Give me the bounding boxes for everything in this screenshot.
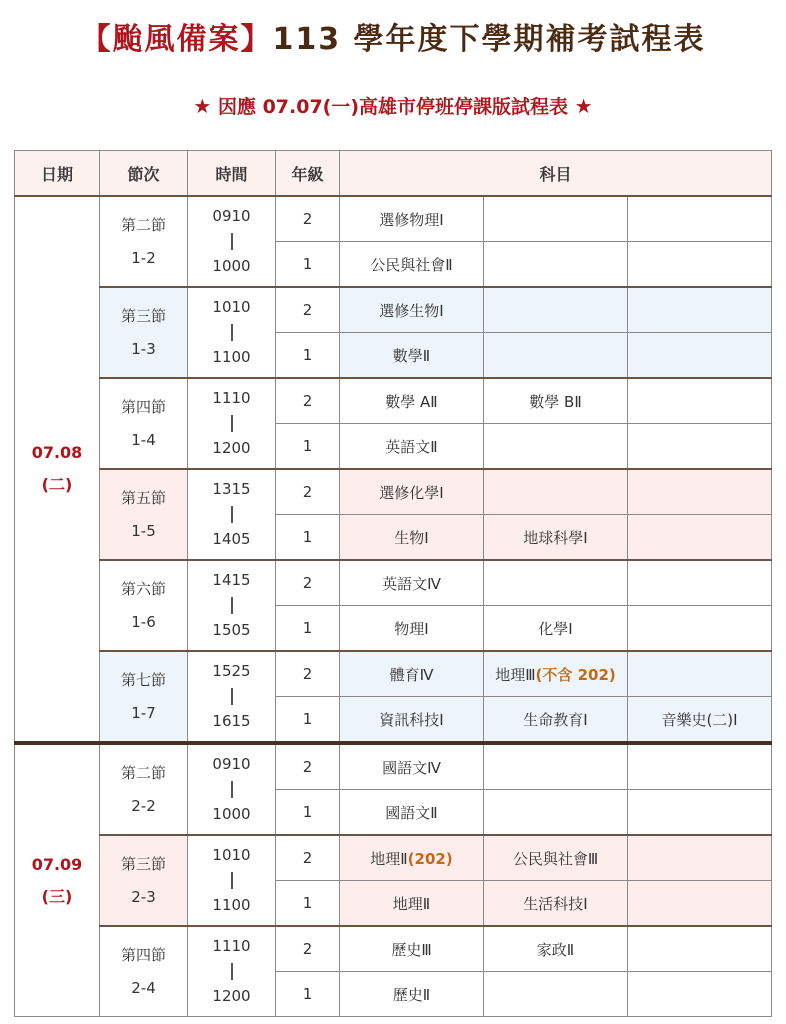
subject-cell: 地球科學Ⅰ: [484, 515, 628, 561]
time-end: 1000: [212, 805, 251, 823]
subject-cell: [484, 196, 628, 242]
time-end: 1100: [212, 896, 251, 914]
grade-cell: 1: [276, 333, 340, 379]
grade-cell: 1: [276, 515, 340, 561]
time-separator: [188, 411, 275, 436]
date-label: 07.09: [31, 854, 83, 874]
subject-cell: [484, 743, 628, 790]
period-code: 1-6: [131, 612, 156, 631]
subject-cell: 資訊科技Ⅰ: [340, 697, 484, 744]
exam-schedule-table: [14, 150, 772, 1017]
subject-note: (不含 202): [535, 665, 616, 684]
subject-cell: [628, 606, 772, 652]
weekday-label: (二): [41, 475, 73, 494]
period-name: 第二節: [120, 763, 166, 782]
time-end: 1200: [212, 439, 251, 457]
star-icon: ★: [193, 94, 212, 118]
period-name: 第三節: [120, 854, 166, 873]
grade-cell: 1: [276, 790, 340, 836]
period-code: 1-5: [131, 521, 156, 540]
subject-cell: 體育Ⅳ: [340, 651, 484, 697]
weekday-label: (三): [41, 886, 73, 906]
subject-cell: [484, 287, 628, 333]
period-name: 第五節: [120, 488, 166, 507]
period-code: 2-2: [131, 796, 156, 815]
header-period: 節次: [100, 151, 188, 197]
time-start: 1110: [212, 389, 251, 407]
subject-cell: 數學 AⅡ: [340, 378, 484, 424]
time-bar: [231, 233, 233, 250]
subtitle: [0, 92, 786, 119]
grade-cell: 1: [276, 881, 340, 927]
subject-cell: [484, 242, 628, 288]
time-start: 1315: [212, 480, 251, 498]
subject-cell: [484, 790, 628, 836]
grade-cell: 2: [276, 196, 340, 242]
period-name: 第四節: [120, 397, 166, 416]
subject-cell: [484, 469, 628, 515]
time-end: 1100: [212, 348, 251, 366]
subject-cell: 數學Ⅱ: [340, 333, 484, 379]
grade-cell: 2: [276, 287, 340, 333]
time-cell: [188, 651, 276, 743]
grade-cell: 2: [276, 378, 340, 424]
time-separator: [188, 593, 275, 618]
period-cell: [100, 926, 188, 1017]
period-cell: [100, 378, 188, 469]
time-start: 0910: [212, 207, 251, 225]
subject-cell: 地理Ⅱ: [340, 881, 484, 927]
period-name: 第四節: [120, 945, 166, 964]
subject-cell: [628, 790, 772, 836]
time-bar: [231, 872, 233, 889]
period-code: 2-3: [131, 887, 156, 906]
grade-cell: 1: [276, 424, 340, 470]
subject-cell: 選修物理Ⅰ: [340, 196, 484, 242]
subject-cell: 家政Ⅱ: [484, 926, 628, 972]
subject-cell: 國語文Ⅳ: [340, 743, 484, 790]
grade-cell: 1: [276, 242, 340, 288]
table-row: [15, 560, 772, 606]
subject-cell: 歷史Ⅲ: [340, 926, 484, 972]
subject-cell: 數學 BⅡ: [484, 378, 628, 424]
subject-cell: [628, 926, 772, 972]
subject-cell: [628, 242, 772, 288]
subject-text: 地理Ⅲ: [495, 665, 536, 684]
subject-cell: 公民與社會Ⅲ: [484, 835, 628, 881]
period-cell: [100, 469, 188, 560]
grade-cell: 1: [276, 606, 340, 652]
subject-cell: [628, 378, 772, 424]
subject-cell: 選修生物Ⅰ: [340, 287, 484, 333]
subject-note: (202): [407, 849, 453, 868]
time-cell: [188, 378, 276, 469]
time-separator: [188, 320, 275, 345]
header-date: 日期: [15, 151, 100, 197]
grade-cell: 2: [276, 469, 340, 515]
time-end: 1615: [212, 712, 251, 730]
subject-cell: [484, 651, 628, 697]
time-bar: [231, 963, 233, 980]
grade-cell: 2: [276, 651, 340, 697]
subject-cell: 生物Ⅰ: [340, 515, 484, 561]
title-label: 颱風備案: [112, 22, 241, 57]
subject-cell: [628, 287, 772, 333]
time-bar: [231, 506, 233, 523]
time-cell: [188, 743, 276, 835]
subject-text: 地理Ⅱ: [370, 849, 408, 868]
date-label: 07.08: [31, 443, 83, 462]
date-cell: [15, 743, 100, 1017]
schedule-body: [15, 196, 772, 1017]
period-code: 1-7: [131, 703, 156, 722]
subject-cell: [628, 424, 772, 470]
title-text: 113 學年度下學期補考試程表: [272, 22, 706, 57]
grade-cell: 2: [276, 835, 340, 881]
subject-cell: [628, 196, 772, 242]
period-cell: [100, 743, 188, 835]
subject-cell: [628, 469, 772, 515]
time-bar: [231, 324, 233, 341]
subject-cell: 生活科技Ⅰ: [484, 881, 628, 927]
time-cell: [188, 926, 276, 1017]
time-start: 1010: [212, 298, 251, 316]
period-name: 第三節: [120, 306, 166, 325]
subject-cell: [484, 560, 628, 606]
time-end: 1200: [212, 987, 251, 1005]
subject-cell: 英語文Ⅱ: [340, 424, 484, 470]
subject-cell: [628, 515, 772, 561]
time-bar: [231, 597, 233, 614]
star-icon: ★: [574, 94, 593, 118]
subject-cell: 英語文Ⅳ: [340, 560, 484, 606]
period-cell: [100, 835, 188, 926]
time-bar: [231, 781, 233, 798]
period-name: 第七節: [120, 670, 166, 689]
period-code: 1-4: [131, 430, 156, 449]
grade-cell: 2: [276, 743, 340, 790]
period-cell: [100, 651, 188, 743]
subject-cell: [340, 835, 484, 881]
subject-cell: [628, 333, 772, 379]
time-separator: [188, 777, 275, 802]
grade-cell: 1: [276, 972, 340, 1017]
header-grade: 年級: [276, 151, 340, 197]
time-bar: [231, 688, 233, 705]
subject-cell: [484, 424, 628, 470]
time-cell: [188, 560, 276, 651]
subject-cell: [628, 835, 772, 881]
time-separator: [188, 229, 275, 254]
header-row: [15, 151, 772, 197]
subject-cell: [628, 651, 772, 697]
period-cell: [100, 287, 188, 378]
time-end: 1405: [212, 530, 251, 548]
table-row: [15, 835, 772, 881]
time-bar: [231, 415, 233, 432]
subject-cell: 國語文Ⅱ: [340, 790, 484, 836]
subject-cell: 化學Ⅰ: [484, 606, 628, 652]
time-cell: [188, 835, 276, 926]
table-row: [15, 287, 772, 333]
header-time: 時間: [188, 151, 276, 197]
table-row: [15, 743, 772, 790]
time-start: 1415: [212, 571, 251, 589]
subject-cell: 選修化學Ⅰ: [340, 469, 484, 515]
subject-cell: [628, 743, 772, 790]
table-row: [15, 651, 772, 697]
subject-cell: 物理Ⅰ: [340, 606, 484, 652]
title-bracket-close: 】: [240, 22, 273, 57]
subject-cell: 歷史Ⅱ: [340, 972, 484, 1017]
page-title: [0, 14, 786, 58]
grade-cell: 1: [276, 697, 340, 744]
grade-cell: 2: [276, 560, 340, 606]
subject-cell: [628, 972, 772, 1017]
time-end: 1000: [212, 257, 251, 275]
period-cell: [100, 560, 188, 651]
header-subject: 科目: [340, 151, 772, 197]
subject-cell: 音樂史(二)Ⅰ: [628, 697, 772, 744]
table-row: [15, 926, 772, 972]
subject-cell: 公民與社會Ⅱ: [340, 242, 484, 288]
subject-cell: [628, 560, 772, 606]
time-end: 1505: [212, 621, 251, 639]
date-cell: [15, 196, 100, 743]
time-start: 0910: [212, 755, 251, 773]
subject-cell: 生命教育Ⅰ: [484, 697, 628, 744]
time-cell: [188, 196, 276, 287]
time-separator: [188, 868, 275, 893]
period-name: 第六節: [120, 579, 166, 598]
period-name: 第二節: [120, 215, 166, 234]
table-row: [15, 196, 772, 242]
period-cell: [100, 196, 188, 287]
grade-cell: 2: [276, 926, 340, 972]
period-code: 2-4: [131, 978, 156, 997]
subject-cell: [484, 333, 628, 379]
period-code: 1-3: [131, 339, 156, 358]
subject-cell: [484, 972, 628, 1017]
subtitle-text: 因應 07.07(一)高雄市停班停課版試程表: [217, 96, 569, 118]
time-start: 1010: [212, 846, 251, 864]
table-row: [15, 378, 772, 424]
table-row: [15, 469, 772, 515]
subject-cell: [628, 881, 772, 927]
time-start: 1110: [212, 937, 251, 955]
title-bracket-open: 【: [80, 22, 113, 57]
period-code: 1-2: [131, 248, 156, 267]
time-cell: [188, 287, 276, 378]
time-separator: [188, 959, 275, 984]
time-cell: [188, 469, 276, 560]
time-separator: [188, 502, 275, 527]
time-separator: [188, 684, 275, 709]
time-start: 1525: [212, 662, 251, 680]
